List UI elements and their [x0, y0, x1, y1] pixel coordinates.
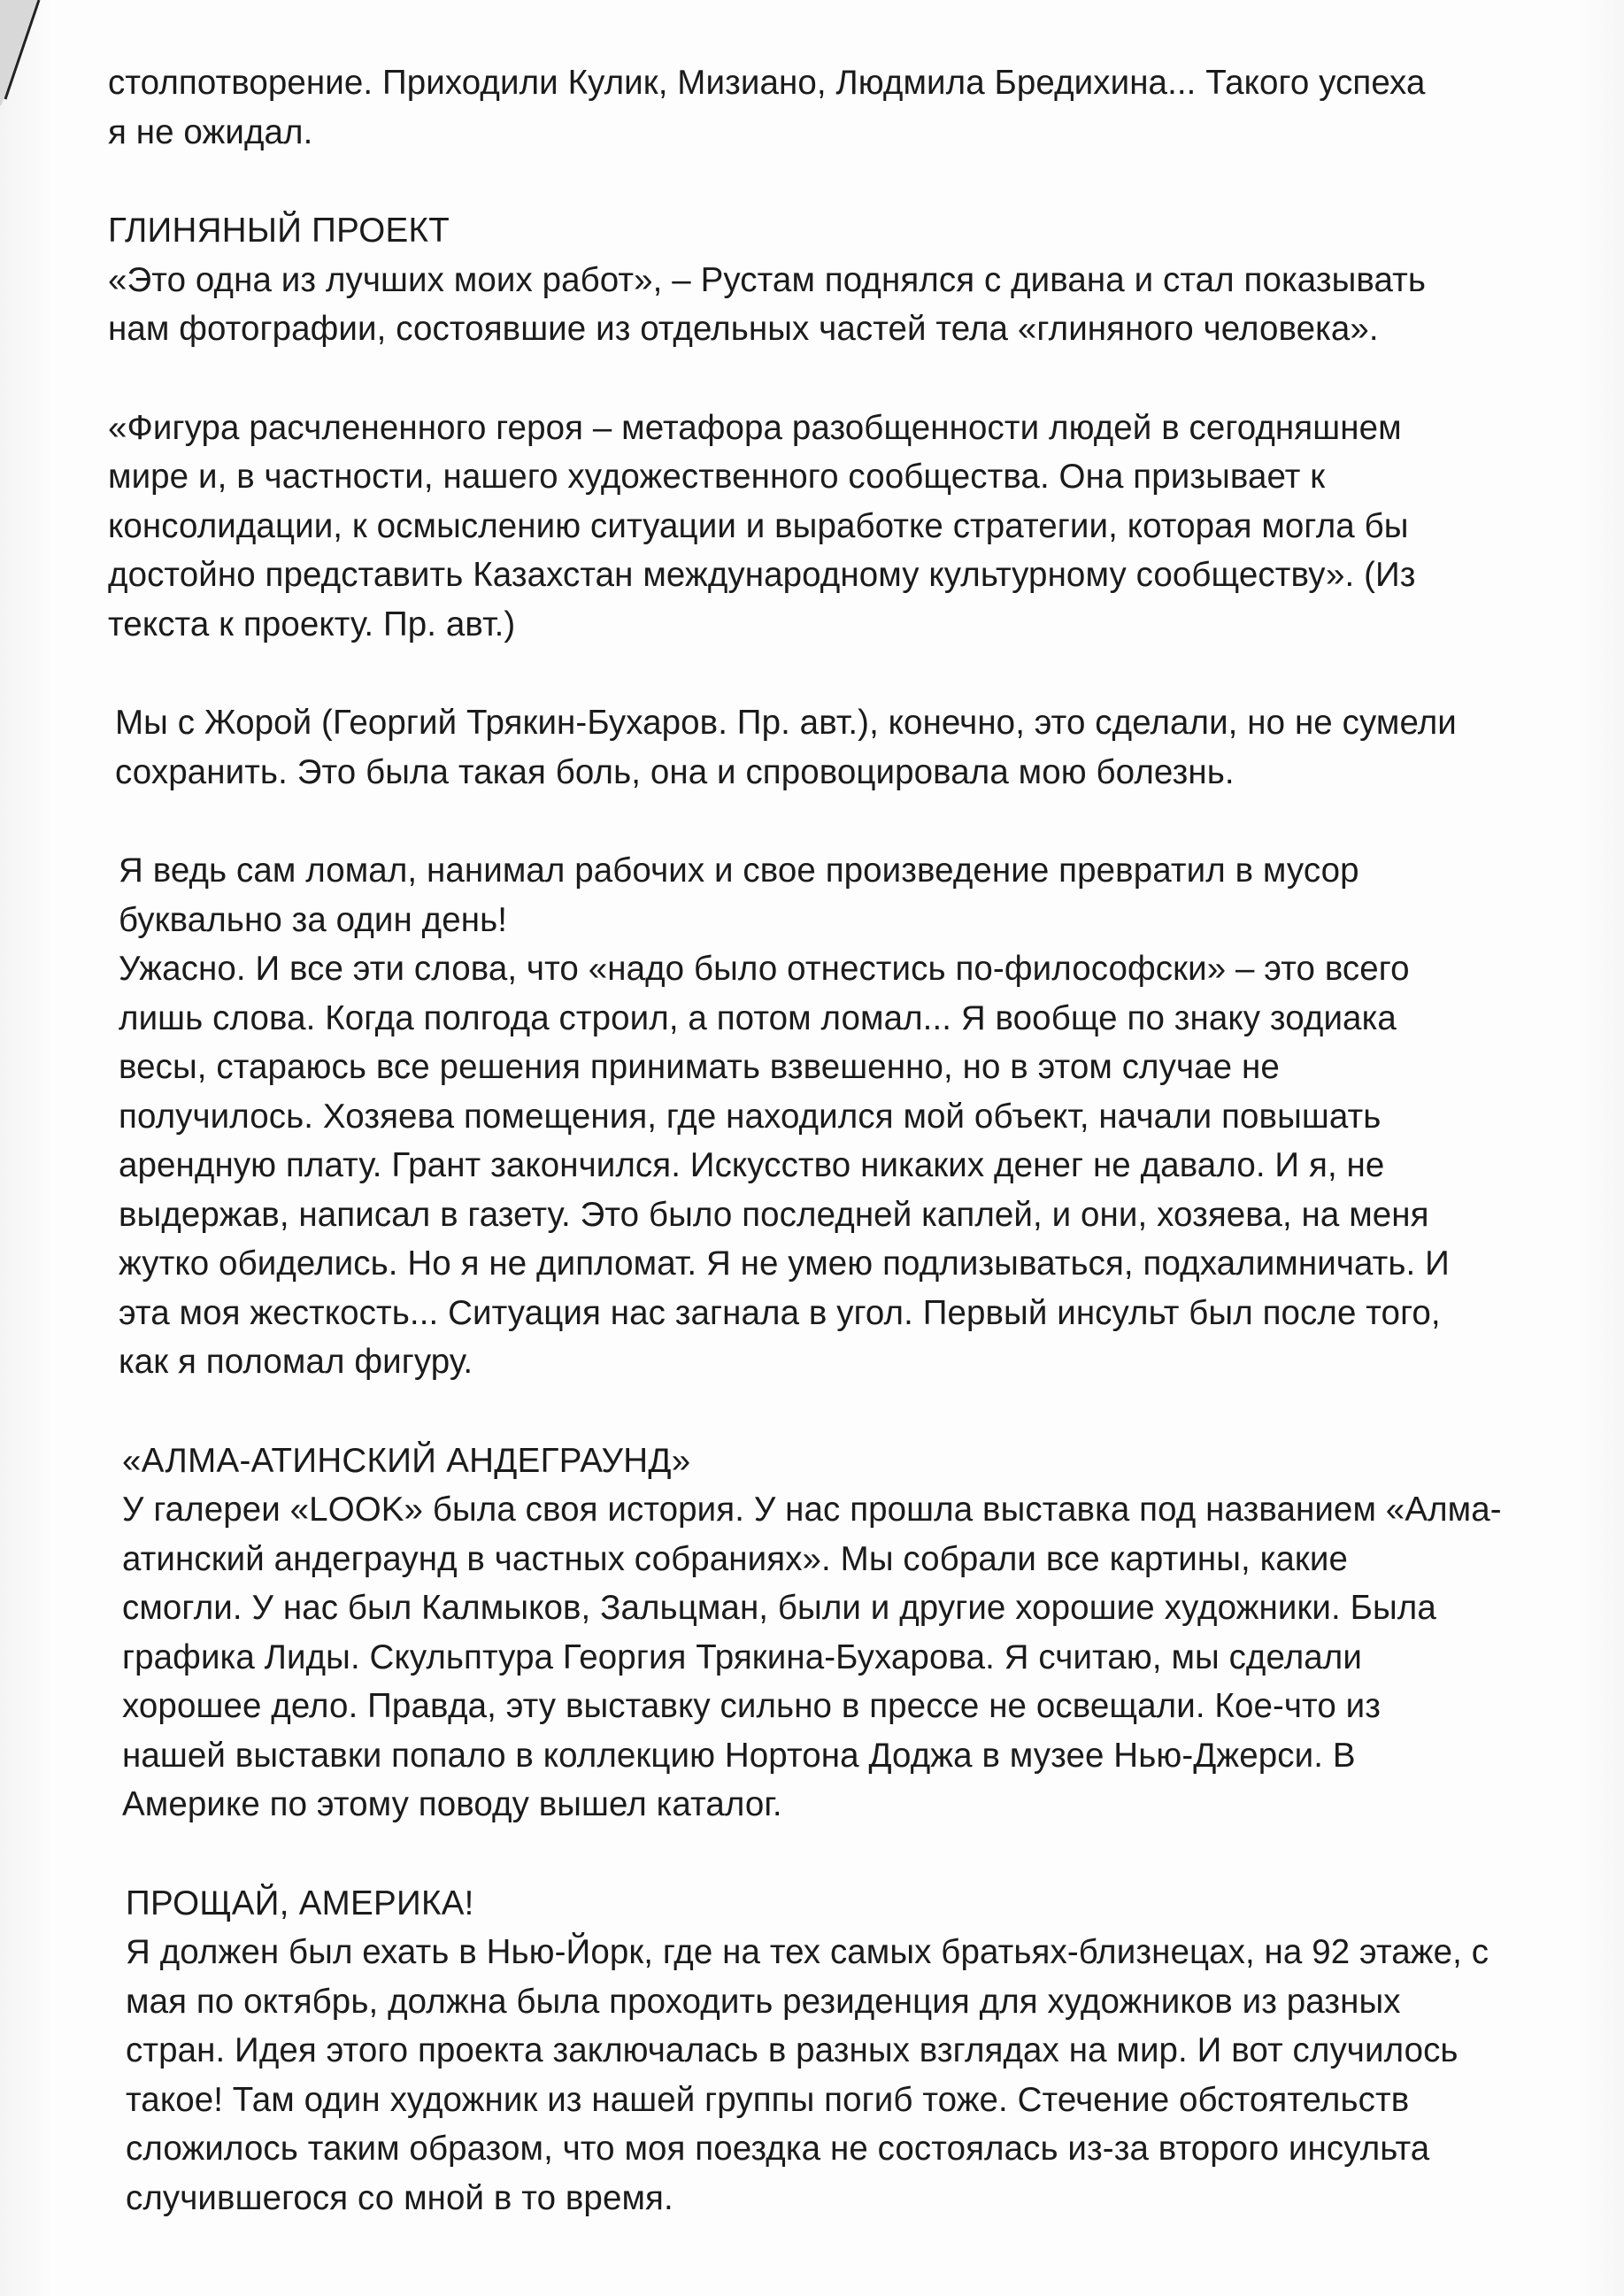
text-line: я не ожидал.	[108, 112, 313, 151]
quote-paragraph	[108, 404, 1595, 650]
text-line: буквально за один день!	[119, 900, 508, 939]
text-line: Америке по этому поводу вышел каталог.	[122, 1785, 782, 1823]
section-heading-clay-project: ГЛИНЯНЫЙ ПРОЕКТ	[108, 212, 450, 250]
document-body	[108, 58, 1595, 2223]
text-line: случившегося со мной в то время.	[126, 2178, 673, 2217]
section-heading-underground: «АЛМА-АТИНСКИЙ АНДЕГРАУНД»	[122, 1441, 691, 1480]
text-line: как я поломал фигуру.	[119, 1343, 473, 1381]
text-line: консолидации, к осмыслению ситуации и выработке стратегии, которая могла бы	[108, 506, 1409, 545]
text-line: «Это одна из лучших моих работ», – Рустам поднялся с дивана и стал показывать	[108, 260, 1427, 299]
text-line: арендную плату. Грант закончился. Искусство никаких денег не давало. И я, не	[119, 1146, 1385, 1184]
text-line: атинский андеграунд в частных собраниях». Мы собрали все картины, какие	[122, 1539, 1348, 1578]
text-line: эта моя жесткость... Ситуация нас загнала в угол. Первый инсульт был после того,	[119, 1293, 1441, 1332]
paragraph	[108, 846, 1595, 1387]
text-line: нам фотографии, состоявшие из отдельных частей тела «глиняного человека».	[108, 310, 1379, 348]
text-line: достойно представить Казахстан международному культурному сообществу». (Из	[108, 556, 1416, 594]
text-line: Мы с Жорой (Георгий Трякин-Бухаров. Пр. авт.), конечно, это сделали, но не сумели	[115, 704, 1457, 742]
paragraph	[122, 1485, 1595, 1830]
text-line: хорошее дело. Правда, эту выставку сильно в прессе не освещали. Кое-что из	[122, 1687, 1382, 1725]
section-heading-goodbye-america: ПРОЩАЙ, АМЕРИКА!	[126, 1884, 474, 1922]
paragraph	[108, 698, 1595, 797]
text-line: столпотворение. Приходили Кулик, Мизиано, Людмила Бредихина... Такого успеха	[108, 64, 1426, 102]
text-line: мире и, в частности, нашего художественного сообщества. Она призывает к	[108, 458, 1326, 496]
text-line: мая по октябрь, должна была проходить резиденция для художников из разных	[126, 1982, 1401, 2021]
text-line: лишь слова. Когда полгода строил, а потом ломал... Я вообще по знаку зодиака	[119, 998, 1397, 1037]
text-line: графика Лиды. Скульптура Георгия Трякина-Бухарова. Я считаю, мы сделали	[122, 1637, 1362, 1676]
paragraph	[126, 1928, 1595, 2223]
text-line: выдержав, написал в газету. Это было последней каплей, и они, хозяева, на меня	[119, 1195, 1429, 1234]
page-corner-fold	[0, 0, 62, 106]
paragraph	[108, 256, 1595, 354]
text-line: сложилось таким образом, что моя поездка не состоялась из-за второго инсульта	[126, 2130, 1430, 2168]
text-line: стран. Идея этого проекта заключалась в разных взглядах на мир. И вот случилось	[126, 2031, 1459, 2069]
text-line: получилось. Хозяева помещения, где находился мой объект, начали повышать	[119, 1097, 1382, 1136]
text-line: текста к проекту. Пр. авт.)	[108, 605, 516, 643]
text-line: «Фигура расчлененного героя – метафора разобщенности людей в сегодняшнем	[108, 408, 1402, 447]
text-line: сохранить. Это была такая боль, она и спровоцировала мою болезнь.	[115, 752, 1235, 791]
text-line: жутко обиделись. Но я не дипломат. Я не умею подлизываться, подхалимничать. И	[119, 1244, 1450, 1283]
text-line: Ужасно. И все эти слова, что «надо было отнестись по-философски» – это всего	[119, 950, 1410, 988]
intro-paragraph	[108, 58, 1595, 157]
text-line: весы, стараюсь все решения принимать взвешенно, но в этом случае не	[119, 1048, 1280, 1086]
text-line: Я ведь сам ломал, нанимал рабочих и свое произведение превратил в мусор	[119, 851, 1359, 890]
text-line: нашей выставки попало в коллекцию Нортона Доджа в музее Нью-Джерси. В	[122, 1736, 1356, 1775]
text-line: Я должен был ехать в Нью-Йорк, где на тех самых братьях-близнецах, на 92 этаже, с	[126, 1933, 1489, 1971]
text-line: такое! Там один художник из нашей группы погиб тоже. Стечение обстоятельств	[126, 2080, 1410, 2119]
text-line: смогли. У нас был Калмыков, Зальцман, были и другие хорошие художники. Была	[122, 1589, 1436, 1627]
text-line: У галереи «LOOK» была своя история. У нас прошла выставка под названием «Алма-	[122, 1491, 1502, 1529]
